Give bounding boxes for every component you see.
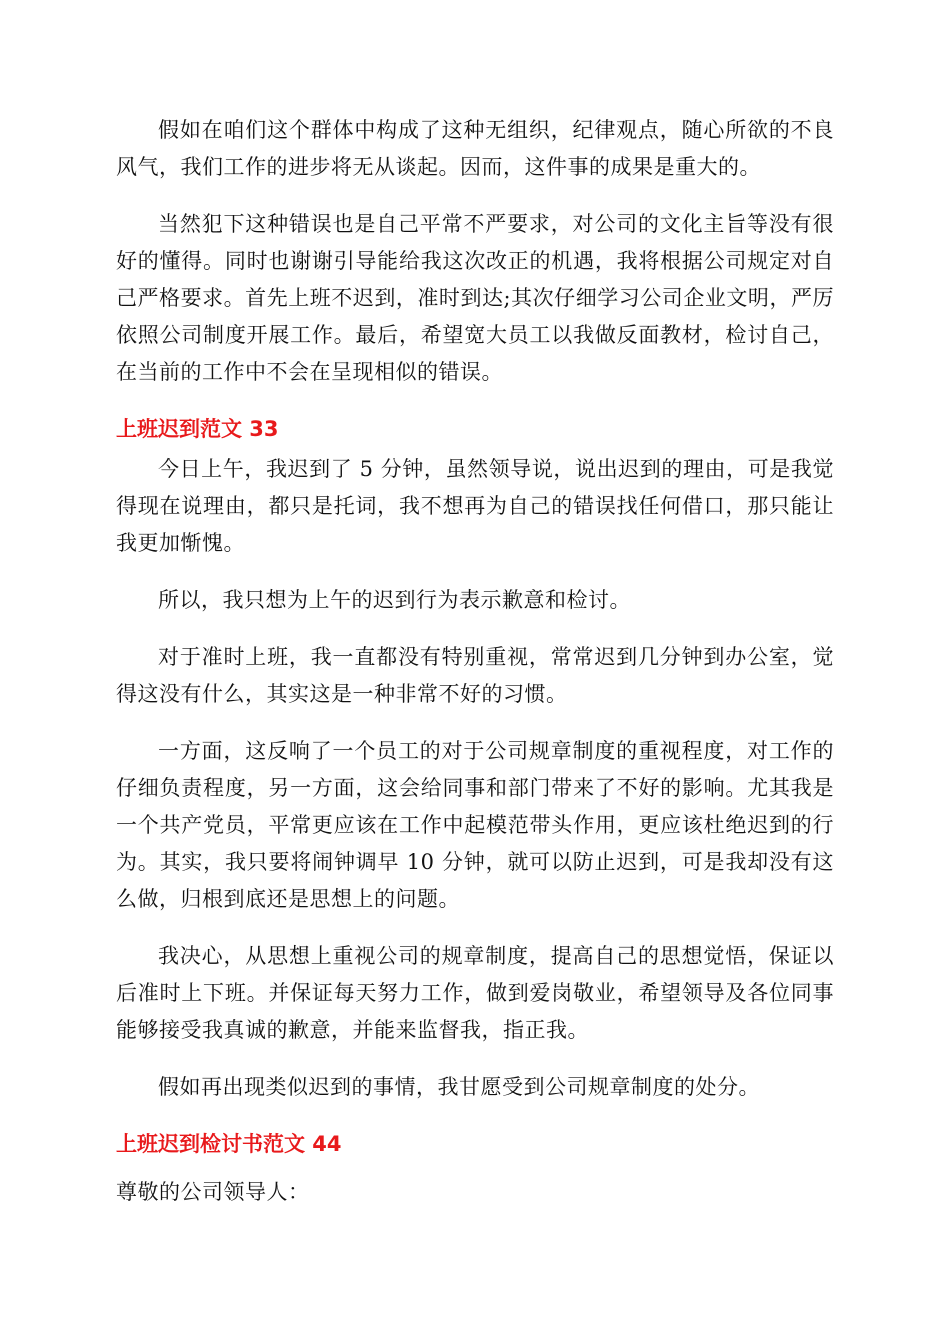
section-heading: 上班迟到检讨书范文 44 — [116, 1132, 342, 1156]
paragraph: 今日上午，我迟到了 5 分钟，虽然领导说，说出迟到的理由，可是我觉得现在说理由，都只是托词，我不想再为自己的错误找任何借口，那只能让我更加惭愧。 — [116, 457, 834, 555]
paragraph: 我决心，从思想上重视公司的规章制度，提高自己的思想觉悟，保证以后准时上下班。并保证每天努力工作，做到爱岗敬业，希望领导及各位同事能够接受我真诚的歉意，并能来监督我，指正我。 — [116, 944, 834, 1042]
paragraph: 假如在咱们这个群体中构成了这种无组织，纪律观点，随心所欲的不良风气，我们工作的进步将无从谈起。因而，这件事的成果是重大的。 — [116, 118, 834, 179]
salutation: 尊敬的公司领导人： — [116, 1180, 310, 1204]
section-heading: 上班迟到范文 33 — [116, 417, 279, 441]
paragraph: 假如再出现类似迟到的事情，我甘愿受到公司规章制度的处分。 — [158, 1075, 760, 1099]
paragraph: 对于准时上班，我一直都没有特别重视，常常迟到几分钟到办公室，觉得这没有什么，其实这是一种非常不好的习惯。 — [116, 645, 834, 706]
paragraph: 当然犯下这种错误也是自己平常不严要求，对公司的文化主旨等没有很好的懂得。同时也谢谢引导能给我这次改正的机遇，我将根据公司规定对自己严格要求。首先上班不迟到，准时到达;其次仔细学习公司企业文明，严厉依照公司制度开展工作。最后，希望宽大员工以我做反面教材，检讨自己，在当前的工作中不会在呈现相似的错误。 — [116, 212, 834, 384]
paragraph: 所以，我只想为上午的迟到行为表示歉意和检讨。 — [158, 588, 631, 612]
paragraph: 一方面，这反响了一个员工的对于公司规章制度的重视程度，对工作的仔细负责程度，另一方面，这会给同事和部门带来了不好的影响。尤其我是一个共产党员，平常更应该在工作中起模范带头作用，更应该杜绝迟到的行为。其实，我只要将闹钟调早 10 分钟，就可以防止迟到，可是我却没有这么做，归根到底还是思想上的问题。 — [116, 739, 834, 911]
